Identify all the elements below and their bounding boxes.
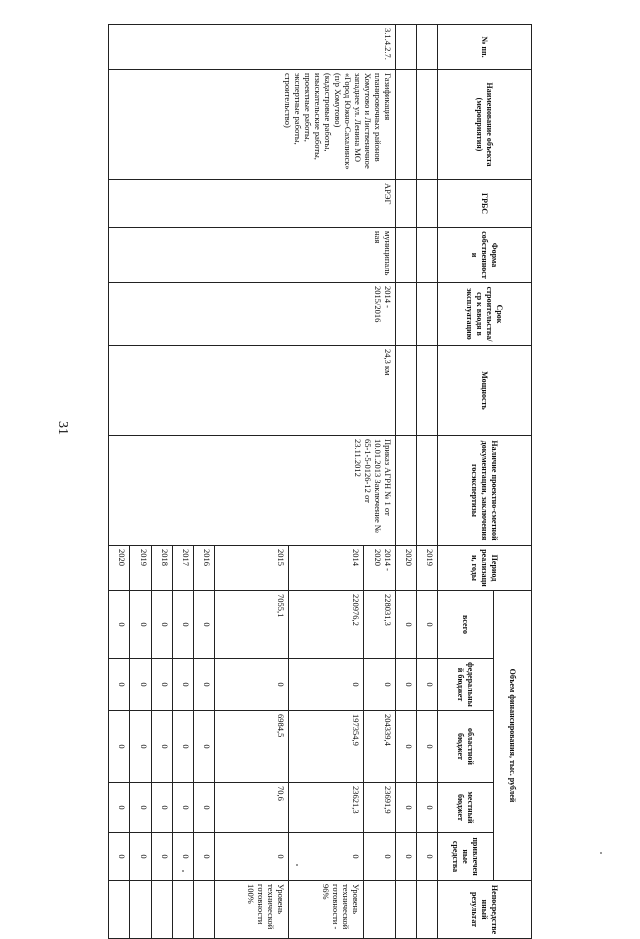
table-row: 2016 0 0 0 0 0 [193,25,214,939]
header-federal: федеральный бюджет [438,659,494,711]
table-row: 2018 0 0 0 0 0 [151,25,172,939]
header-ownership: Форма собственности [438,228,532,283]
header-name: Наименование объекта (мероприятия) [438,70,532,180]
header-docs: Наличие проектно-сметной документации, заключения госэкспертизы [438,436,532,546]
financing-table [108,24,532,939]
object-grbs: АРЭГ [109,180,396,228]
table-row: 2017 0 0 0 0 0 [172,25,193,939]
object-ownership: муниципальная [109,228,396,283]
header-capacity: Мощность [438,346,532,436]
table-row: 2020 0 0 0 0 0 [109,25,130,939]
table-row: 2014 220976,2 0 197354,9 23621,3 0 Уровень технической готовности - 96% [289,25,363,939]
header-total: всего [438,591,494,659]
object-docs: Приказ АГРН № 1 от 10.01.2013 Заключение № 65-1-5-0126-12 от 23.11.2012 [109,436,396,546]
scan-speck [600,852,602,854]
table-row: 2015 7055,1 0 6984,5 70,6 0 Уровень технической готовности 100% [215,25,289,939]
table-row: 2020 0 0 0 0 0 [395,25,416,939]
header-num: № пп. [438,25,532,70]
scan-speck [296,864,298,866]
table-row: 2019 0 0 0 0 0 [130,25,151,939]
page-number: 31 [55,421,70,435]
header-regional: областной бюджет [438,711,494,783]
object-num: 3.1.4.2.7. [109,25,396,70]
object-name: Газификация планировочных районов Хомутово и Лиственичное западнее ул. Ленина МО «Город Южно-Сахалинск» (п/р Хомутово) (кадастровые работы, изыскательские работы, проектные работы, экспертные работы, строительство) [109,70,396,180]
table-row: 3.1.4.2.7. Газификация планировочных районов Хомутово и Лиственичное западнее ул. Ленина МО «Город Южно-Сахалинск» (п/р Хомутово) (кадастровые работы, изыскательские работы, проектные работы, экспертные работы, строительство) АРЭГ муниципальная 2014 - 2015/2016 24,3 км Приказ АГРН № 1 от 10.01.2013 Заключение № 65-1-5-0126-12 от 23.11.2012 2014 - 2020 228031,3 0 204339,4 23691,9 0 [363,25,395,939]
header-attracted: привлеченные средства [438,833,494,881]
header-financing: Объем финансирования, тыс. рублей [494,591,532,881]
header-result: Непосредственный результат [438,881,532,939]
scan-speck [182,870,184,872]
header-local: местный бюджет [438,783,494,833]
header-grbs: ГРБС [438,180,532,228]
object-term: 2014 - 2015/2016 [109,283,396,346]
header-term: Срок строительства/ср к вводя в эксплуатацию [438,283,532,346]
table-row: 2019 0 0 0 0 0 [416,25,437,939]
header-period: Период реализации, годы [438,546,532,591]
object-capacity: 24,3 км [109,346,396,436]
rotated-table-container [108,24,532,935]
